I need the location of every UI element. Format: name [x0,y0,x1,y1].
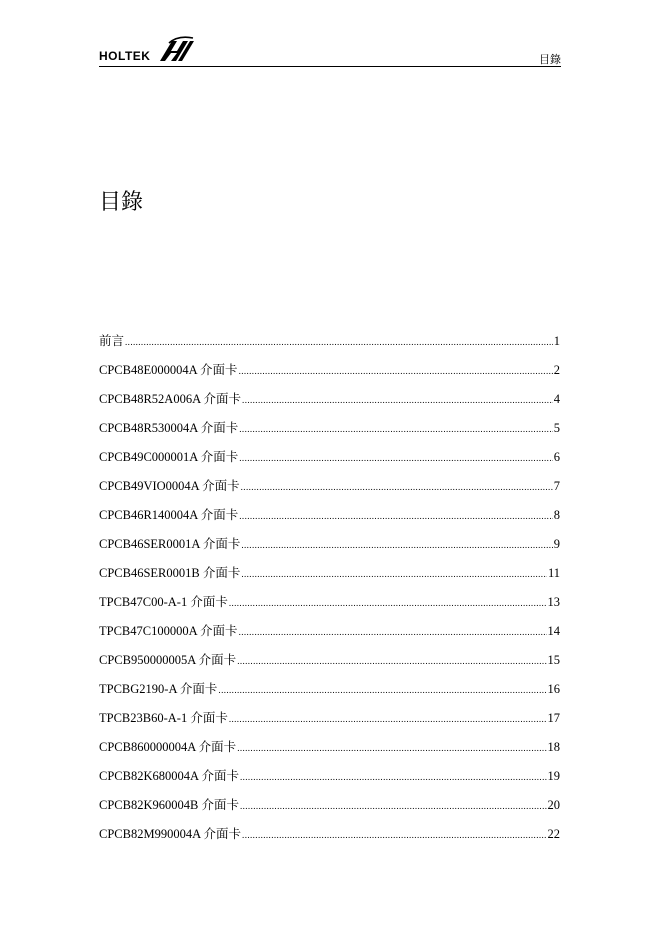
toc-entry-page: 11 [547,566,560,580]
toc-entry[interactable] [99,419,560,448]
toc-dot-leader [237,739,546,757]
toc-entry-label: CPCB82M990004A 介面卡 [99,827,242,841]
toc-entry[interactable] [99,361,560,390]
toc-entry[interactable] [99,738,560,767]
toc-dot-leader [239,507,552,525]
toc-entry-label: CPCB49VIO0004A 介面卡 [99,479,240,493]
table-of-contents [99,332,560,854]
toc-entry[interactable] [99,448,560,477]
toc-entry-page: 19 [547,769,560,783]
toc-entry[interactable] [99,535,560,564]
toc-dot-leader [229,594,547,612]
toc-entry-label: TPCB23B60-A-1 介面卡 [99,711,228,725]
toc-entry-page: 16 [547,682,560,696]
toc-entry-label: TPCB47C100000A 介面卡 [99,624,238,638]
toc-entry[interactable] [99,709,560,738]
toc-entry-page: 18 [547,740,560,754]
toc-entry-label: CPCB49C000001A 介面卡 [99,450,239,464]
toc-entry-page: 14 [547,624,560,638]
header-section-title: 目錄 [539,53,561,66]
toc-dot-leader [241,536,552,554]
toc-entry-page: 2 [553,363,560,377]
toc-entry-label: CPCB46SER0001B 介面卡 [99,566,241,580]
toc-entry-page: 13 [547,595,560,609]
toc-entry[interactable] [99,593,560,622]
toc-entry-label: CPCB82K960004B 介面卡 [99,798,239,812]
page-header [99,28,561,68]
toc-entry[interactable] [99,680,560,709]
toc-entry-label: CPCB82K680004A 介面卡 [99,769,239,783]
toc-entry-page: 22 [547,827,560,841]
toc-entry[interactable] [99,767,560,796]
toc-entry-page: 15 [547,653,560,667]
toc-dot-leader [125,333,553,351]
toc-entry[interactable] [99,477,560,506]
toc-dot-leader [242,391,553,409]
toc-entry-page: 5 [553,421,560,435]
logo-text: HOLTEK [99,49,151,63]
toc-dot-leader [239,420,552,438]
toc-entry[interactable] [99,796,560,825]
toc-entry[interactable] [99,825,560,854]
toc-entry-page: 1 [553,334,560,348]
toc-entry-label: TPCBG2190-A 介面卡 [99,682,218,696]
toc-dot-leader [237,652,546,670]
header-divider [99,66,561,67]
toc-dot-leader [239,449,552,467]
toc-dot-leader [239,623,547,641]
toc-entry-label: CPCB46R140004A 介面卡 [99,508,239,522]
toc-entry[interactable] [99,651,560,680]
toc-dot-leader [242,826,546,844]
toc-entry-label: TPCB47C00-A-1 介面卡 [99,595,228,609]
toc-entry-page: 9 [553,537,560,551]
toc-entry-page: 17 [547,711,560,725]
toc-dot-leader [240,797,547,815]
toc-entry-page: 6 [553,450,560,464]
toc-entry-page: 4 [553,392,560,406]
toc-entry-label: CPCB860000004A 介面卡 [99,740,237,754]
toc-entry-label: 前言 [99,334,125,348]
toc-entry-label: CPCB950000005A 介面卡 [99,653,237,667]
toc-entry[interactable] [99,390,560,419]
toc-entry-page: 7 [553,479,560,493]
toc-entry-page: 8 [553,508,560,522]
toc-entry-label: CPCB46SER0001A 介面卡 [99,537,241,551]
page-title: 目錄 [99,190,144,215]
toc-dot-leader [240,768,547,786]
toc-dot-leader [241,478,553,496]
toc-entry-page: 20 [547,798,560,812]
holtek-logo-mark-icon [158,35,196,65]
toc-dot-leader [239,362,553,380]
toc-dot-leader [229,710,547,728]
toc-entry-label: CPCB48E000004A 介面卡 [99,363,238,377]
toc-dot-leader [241,565,547,583]
toc-entry[interactable] [99,506,560,535]
toc-entry[interactable] [99,564,560,593]
toc-entry[interactable] [99,332,560,361]
toc-entry[interactable] [99,622,560,651]
toc-dot-leader [218,681,546,699]
toc-entry-label: CPCB48R530004A 介面卡 [99,421,239,435]
toc-entry-label: CPCB48R52A006A 介面卡 [99,392,242,406]
